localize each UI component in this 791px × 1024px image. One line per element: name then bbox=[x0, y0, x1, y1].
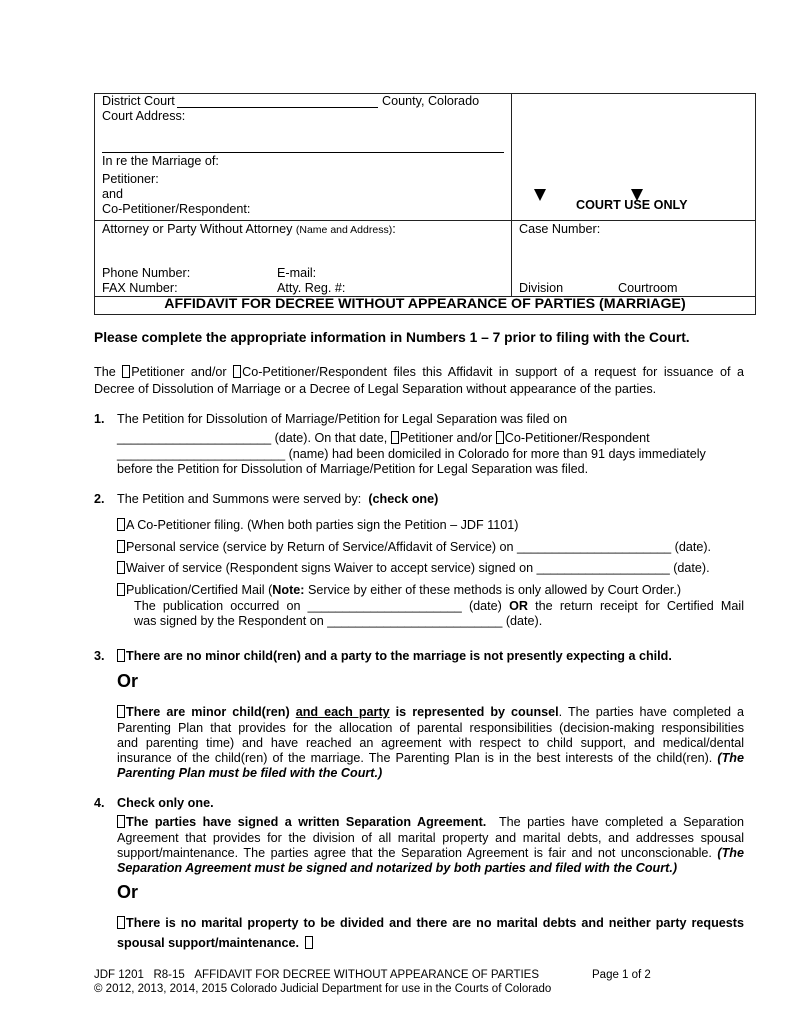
atty-reg-label: Atty. Reg. #: bbox=[277, 281, 346, 295]
attorney-label: Attorney or Party Without Attorney (Name and Address): bbox=[102, 222, 396, 236]
item3-option-2-line-2: Parenting Plan that provides for the allocation of parental responsibilities (decision-making responsibilities bbox=[117, 721, 744, 735]
co-petitioner-label: Co-Petitioner/Respondent: bbox=[102, 202, 251, 216]
checkbox-petitioner[interactable] bbox=[122, 365, 130, 378]
courtroom-label: Courtroom bbox=[618, 281, 678, 295]
and-label: and bbox=[102, 187, 124, 201]
in-re-label: In re the Marriage of: bbox=[102, 154, 219, 168]
item4-option-1-line-1: The parties have signed a written Separation Agreement. The parties have completed a Separation bbox=[117, 815, 744, 829]
item2-option-1: A Co-Petitioner filing. (When both parties sign the Petition – JDF 1101) bbox=[117, 518, 518, 532]
footer-title: AFFIDAVIT FOR DECREE WITHOUT APPEARANCE OF PARTIES bbox=[194, 969, 539, 981]
item3-option-2-line-5: Parenting Plan must be filed with the Court.) bbox=[117, 766, 383, 780]
footer-line-1 bbox=[94, 969, 539, 981]
email-label: E-mail: bbox=[277, 266, 317, 280]
item2-option-4-line-3: was signed by the Respondent on _________________________ (date). bbox=[134, 614, 543, 628]
item4-option-2-line-1: There is no marital property to be divided and there are no marital debts and neither party requests bbox=[117, 916, 744, 930]
item2-option-2: Personal service (service by Return of Service/Affidavit of Service) on ______________________ (date). bbox=[117, 540, 711, 554]
item4-heading: Check only one. bbox=[117, 796, 214, 810]
checkbox-personal-service[interactable] bbox=[117, 540, 125, 553]
item3-option-2-line-3: and parenting time) and have reached an agreement with respect to child support, and medical/dental bbox=[117, 736, 744, 750]
intro-line-2: Decree of Dissolution of Marriage or a Decree of Legal Separation without appearance of the parties. bbox=[94, 382, 657, 396]
checkbox-item1-petitioner[interactable] bbox=[391, 431, 399, 444]
item3-option-2-line-1: There are minor child(ren) and each party is represented by counsel. The parties have completed a bbox=[117, 705, 744, 719]
item2-option-4-line-2: The publication occurred on ______________________ (date) OR the return receipt for Certified Mail bbox=[134, 599, 745, 613]
checkbox-co-petitioner[interactable] bbox=[233, 365, 241, 378]
item3-option-2-line-4: insurance of the child(ren) of the marriage. The Parenting Plan is in the best interests of the child(ren). (The bbox=[117, 751, 745, 765]
item-number: 2. bbox=[94, 492, 105, 506]
checkbox-publication[interactable] bbox=[117, 583, 125, 596]
or-separator: Or bbox=[117, 671, 139, 691]
court-use-only-label: COURT USE ONLY bbox=[576, 198, 688, 212]
checkbox-waiver-of-service[interactable] bbox=[117, 561, 125, 574]
checkbox-no-marital-property[interactable] bbox=[117, 916, 125, 929]
court-address-divider bbox=[102, 152, 504, 153]
item1-line-4: before the Petition for Dissolution of Marriage/Petition for Legal Separation was filed. bbox=[117, 462, 589, 476]
item4-option-2-line-2: spousal support/maintenance. bbox=[117, 936, 314, 950]
item1-line-3: ________________________ (name) had been domiciled in Colorado for more than 91 days immediately bbox=[117, 447, 706, 461]
county-label: County, Colorado bbox=[382, 94, 480, 108]
division-label: Division bbox=[519, 281, 564, 295]
case-number-label: Case Number: bbox=[519, 222, 601, 236]
petitioner-label: Petitioner: bbox=[102, 172, 159, 186]
or-separator: Or bbox=[117, 882, 139, 902]
item2-option-3: Waiver of service (Respondent signs Waiver to accept service) signed on ___________________ (date). bbox=[117, 561, 710, 575]
item-number: 4. bbox=[94, 796, 105, 810]
arrow-down-icon bbox=[534, 189, 546, 201]
item-number: 1. bbox=[94, 412, 105, 426]
court-address-label: Court Address: bbox=[102, 109, 186, 123]
instructions: Please complete the appropriate information in Numbers 1 – 7 prior to filing with the Court. bbox=[94, 330, 690, 345]
county-blank bbox=[177, 107, 378, 108]
district-court-label: District Court bbox=[102, 94, 175, 108]
item3-option-1: There are no minor child(ren) and a party to the marriage is not presently expecting a child. bbox=[117, 649, 672, 663]
footer-revision: R8-15 bbox=[153, 969, 185, 981]
checkbox-co-petitioner-filing[interactable] bbox=[117, 518, 125, 531]
checkbox-separation-agreement[interactable] bbox=[117, 815, 125, 828]
item1-line-1: The Petition for Dissolution of Marriage/Petition for Legal Separation was filed on bbox=[117, 412, 568, 426]
footer-form-id: JDF 1201 bbox=[94, 969, 144, 981]
checkbox-item1-co-petitioner[interactable] bbox=[496, 431, 504, 444]
fax-label: FAX Number: bbox=[102, 281, 178, 295]
intro-line-1: The Petitioner and/or Co-Petitioner/Respondent files this Affidavit in support of a request for issuance of a bbox=[94, 365, 745, 379]
form-title: AFFIDAVIT FOR DECREE WITHOUT APPEARANCE OF PARTIES (MARRIAGE) bbox=[164, 296, 686, 312]
checkbox-no-minor-children[interactable] bbox=[117, 649, 125, 662]
footer-copyright: © 2012, 2013, 2014, 2015 Colorado Judicial Department for use in the Courts of Colorado bbox=[94, 983, 552, 995]
phone-label: Phone Number: bbox=[102, 266, 191, 280]
footer-page-number: Page 1 of 2 bbox=[592, 969, 651, 981]
checkbox-glyph bbox=[305, 936, 313, 949]
item4-option-1-line-4: Separation Agreement must be signed and notarized by both parties and filed with the Court.) bbox=[117, 861, 678, 875]
item1-line-2: ______________________ (date). On that date, Petitioner and/or Co-Petitioner/Respondent bbox=[117, 431, 650, 445]
item-number: 3. bbox=[94, 649, 105, 663]
item4-option-1-line-2: Agreement that provides for the division of all marital property and marital debts, and addresses spousal bbox=[117, 831, 744, 845]
item4-option-1-line-3: support/maintenance. The parties agree that the Separation Agreement is fair and not unconscionable. (The bbox=[117, 846, 745, 860]
item2-heading: The Petition and Summons were served by: (check one) bbox=[117, 492, 439, 506]
item2-option-4: Publication/Certified Mail (Note: Service by either of these methods is only allowed by Court Order.) bbox=[117, 583, 681, 597]
checkbox-minor-children[interactable] bbox=[117, 705, 125, 718]
